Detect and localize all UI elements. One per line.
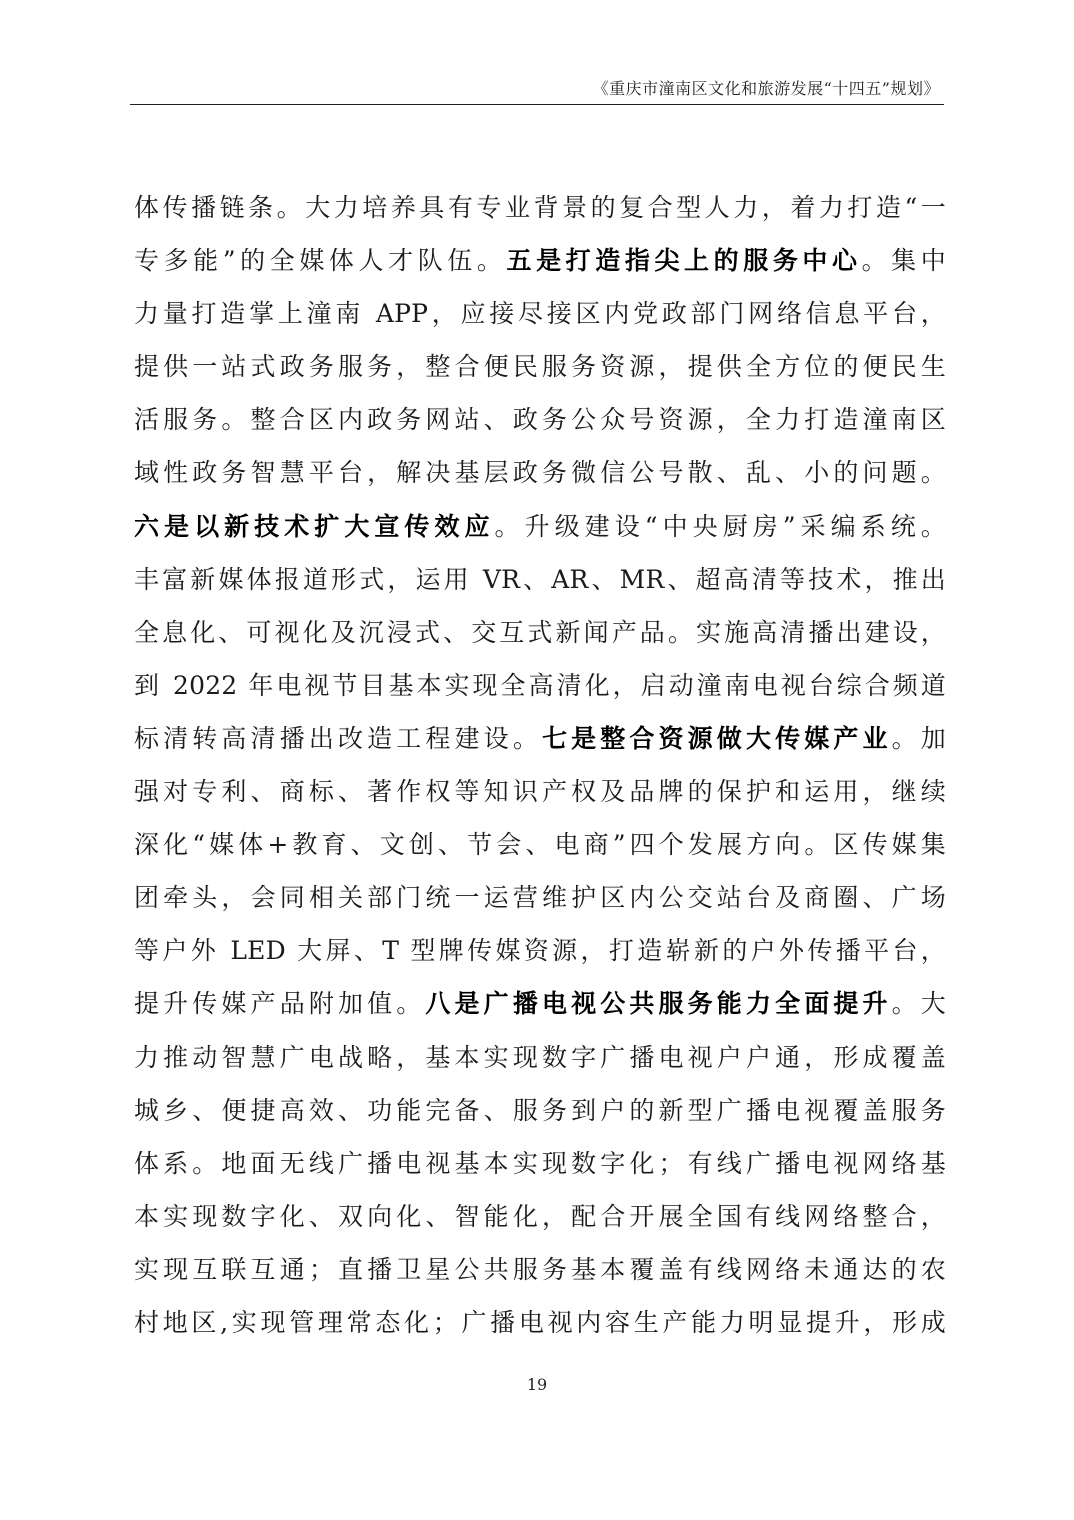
body-text [134, 181, 946, 1349]
text-run: 力推动智慧广电战略，基本实现数字广播电视户户通，形成覆盖 [134, 1042, 946, 1072]
text-run: 村地区,实现管理常态化；广播电视内容生产能力明显提升，形成 [134, 1307, 946, 1337]
text-line [134, 234, 946, 287]
text-run: 。集中 [861, 246, 946, 276]
text-run: 标清转高清播出改造工程建设。 [134, 723, 542, 753]
highlight-heading: 八是广播电视公共服务能力全面提升 [425, 989, 892, 1019]
text-run: 体系。地面无线广播电视基本实现数字化；有线广播电视网络基 [134, 1148, 946, 1178]
text-line [134, 765, 946, 818]
text-run: 强对专利、商标、著作权等知识产权及品牌的保护和运用，继续 [134, 777, 946, 807]
highlight-heading: 五是打造指尖上的服务中心 [506, 246, 862, 276]
text-run: 实现互联互通；直播卫星公共服务基本覆盖有线网络未通达的农 [134, 1254, 946, 1284]
text-line [134, 1137, 946, 1190]
text-run: 。升级建设“中央厨房”采编系统。 [494, 511, 946, 541]
text-line [134, 1243, 946, 1296]
text-line [134, 606, 946, 659]
text-run: 。加 [891, 723, 946, 753]
text-line [134, 977, 946, 1030]
text-line [134, 818, 946, 871]
text-line [134, 287, 946, 340]
text-line [134, 446, 946, 499]
text-run: 提升传媒产品附加值。 [134, 989, 426, 1019]
text-line [134, 340, 946, 393]
page-header [130, 74, 944, 105]
text-run: 力量打造掌上潼南 APP，应接尽接区内党政部门网络信息平台， [134, 299, 946, 329]
text-run: 到 2022 年电视节目基本实现全高清化，启动潼南电视台综合频道 [134, 670, 946, 700]
text-run: 深化“媒体+教育、文创、节会、电商”四个发展方向。区传媒集 [134, 830, 946, 860]
page-number: 19 [526, 1375, 548, 1394]
text-line [134, 1031, 946, 1084]
text-run: 。大 [891, 989, 946, 1019]
text-run: 本实现数字化、双向化、智能化，配合开展全国有线网络整合， [134, 1201, 946, 1231]
text-line [134, 1296, 946, 1349]
text-run: 等户外 LED 大屏、T 型牌传媒资源，打造崭新的户外传播平台， [134, 936, 946, 966]
text-line [134, 1190, 946, 1243]
text-line [134, 1084, 946, 1137]
text-run: 活服务。整合区内政务网站、政务公众号资源，全力打造潼南区 [134, 405, 946, 435]
text-line [134, 871, 946, 924]
document-title: 《重庆市潼南区文化和旅游发展“十四五”规划》 [592, 79, 940, 98]
text-run: 体传播链条。大力培养具有专业背景的复合型人力，着力打造“一 [134, 193, 946, 222]
text-line [134, 712, 946, 765]
text-line [134, 181, 946, 234]
highlight-heading: 六是以新技术扩大宣传效应 [134, 511, 495, 541]
text-line [134, 500, 946, 553]
text-line [134, 553, 946, 606]
text-line [134, 924, 946, 977]
text-line [134, 659, 946, 712]
text-run: 域性政务智慧平台，解决基层政务微信公号散、乱、小的问题。 [134, 458, 946, 488]
text-run: 全息化、可视化及沉浸式、交互式新闻产品。实施高清播出建设， [134, 617, 946, 647]
text-run: 团牵头，会同相关部门统一运营维护区内公交站台及商圈、广场 [134, 883, 946, 913]
text-run: 专多能”的全媒体人才队伍。 [134, 246, 507, 276]
text-run: 丰富新媒体报道形式，运用 VR、AR、MR、超高清等技术，推出 [134, 564, 946, 594]
text-line [134, 393, 946, 446]
highlight-heading: 七是整合资源做大传媒产业 [541, 723, 892, 753]
text-run: 提供一站式政务服务，整合便民服务资源，提供全方位的便民生 [134, 352, 946, 382]
text-run: 城乡、便捷高效、功能完备、服务到户的新型广播电视覆盖服务 [134, 1095, 946, 1125]
